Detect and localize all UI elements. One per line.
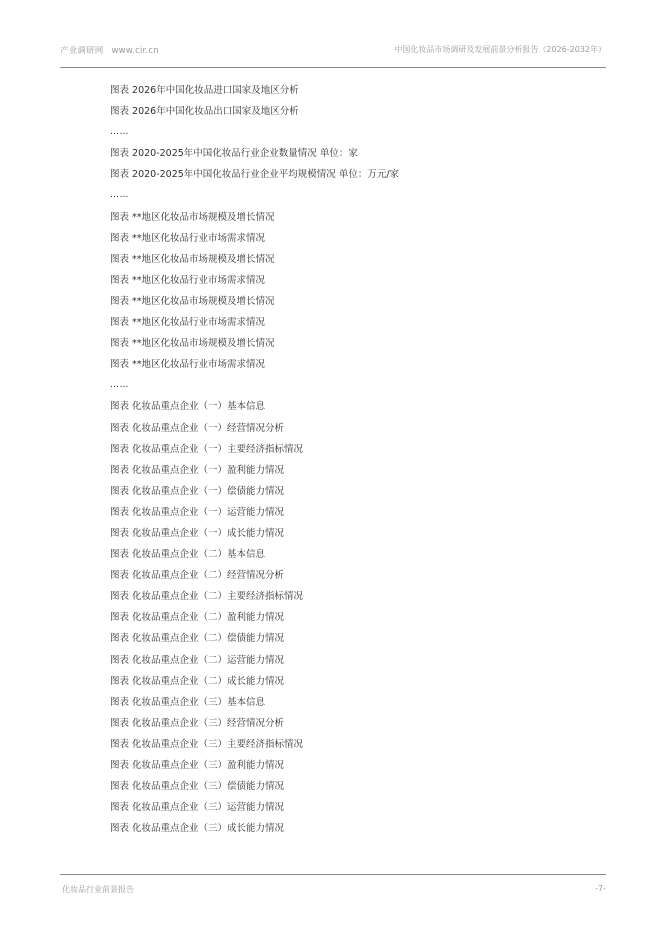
- figure-list-item: 图表 **地区化妆品行业市场需求情况: [110, 359, 266, 371]
- figure-list-item: 图表 化妆品重点企业（一）主要经济指标情况: [110, 443, 304, 455]
- figure-list-item: 图表 **地区化妆品行业市场需求情况: [110, 317, 266, 329]
- figure-list-item: 图表 2026年中国化妆品进口国家及地区分析: [110, 85, 299, 96]
- figure-list-item: 图表 **地区化妆品行业市场需求情况: [110, 232, 266, 244]
- figure-list-item: 图表 化妆品重点企业（二）基本信息: [110, 549, 266, 561]
- figure-list-item: 图表 化妆品重点企业（一）运营能力情况: [110, 506, 285, 518]
- figure-list-item: 图表 化妆品重点企业（二）盈利能力情况: [110, 612, 285, 624]
- page-footer: [60, 874, 606, 905]
- figure-list-item: 图表 2026年中国化妆品出口国家及地区分析: [110, 106, 299, 118]
- list-ellipsis: ……: [110, 190, 129, 201]
- figure-list-item: 图表 化妆品重点企业（一）盈利能力情况: [110, 464, 285, 476]
- figure-list-item: 图表 化妆品重点企业（二）主要经济指标情况: [110, 591, 304, 603]
- figure-list-item: 图表 **地区化妆品市场规模及增长情况: [110, 338, 275, 350]
- page-header: [60, 36, 606, 68]
- page-number: -7-: [595, 884, 606, 893]
- figure-list-item: 图表 化妆品重点企业（三）经营情况分析: [110, 717, 285, 729]
- list-ellipsis: ……: [110, 380, 129, 391]
- header-brand-group: [60, 44, 159, 56]
- header-report-title: 中国化妆品市场调研及发展前景分析报告（2026-2032年）: [394, 45, 606, 54]
- footer-report-name: 化妆品行业前景报告: [62, 885, 134, 894]
- figure-list-item: 图表 化妆品重点企业（一）经营情况分析: [110, 422, 285, 434]
- figure-list-item: 图表 化妆品重点企业（二）经营情况分析: [110, 570, 285, 582]
- list-ellipsis: ……: [110, 127, 129, 138]
- figure-list-item: 图表 化妆品重点企业（三）偿债能力情况: [110, 781, 285, 793]
- figure-list-item: 图表 化妆品重点企业（一）成长能力情况: [110, 527, 285, 539]
- figure-list-item: 图表 2020-2025年中国化妆品行业企业数量情况 单位：家: [110, 148, 358, 160]
- figure-list-item: 图表 **地区化妆品市场规模及增长情况: [110, 211, 275, 223]
- figure-list-item: 图表 化妆品重点企业（一）基本信息: [110, 401, 266, 413]
- figure-list-item: 图表 化妆品重点企业（三）成长能力情况: [110, 823, 285, 835]
- header-brand: 产业调研网: [60, 46, 104, 56]
- figure-list-item: 图表 化妆品重点企业（三）主要经济指标情况: [110, 738, 304, 750]
- figure-list-item: 图表 化妆品重点企业（二）偿债能力情况: [110, 633, 285, 645]
- header-site-link[interactable]: www.cir.cn: [111, 46, 159, 56]
- figure-list-item: 图表 化妆品重点企业（二）运营能力情况: [110, 654, 285, 666]
- figure-list-item: 图表 **地区化妆品市场规模及增长情况: [110, 253, 275, 265]
- figure-list-item: 图表 化妆品重点企业（三）盈利能力情况: [110, 760, 285, 771]
- figure-list: [110, 80, 550, 839]
- figure-list-item: 图表 化妆品重点企业（二）成长能力情况: [110, 675, 285, 687]
- figure-list-item: 图表 **地区化妆品市场规模及增长情况: [110, 295, 275, 307]
- figure-list-item: 图表 **地区化妆品行业市场需求情况: [110, 274, 266, 286]
- figure-list-item: 图表 化妆品重点企业（一）偿债能力情况: [110, 485, 285, 497]
- figure-list-item: 图表 化妆品重点企业（三）基本信息: [110, 696, 266, 708]
- figure-list-item: 图表 化妆品重点企业（三）运营能力情况: [110, 802, 285, 814]
- figure-list-item: 图表 2020-2025年中国化妆品行业企业平均规模情况 单位：万元/家: [110, 169, 400, 181]
